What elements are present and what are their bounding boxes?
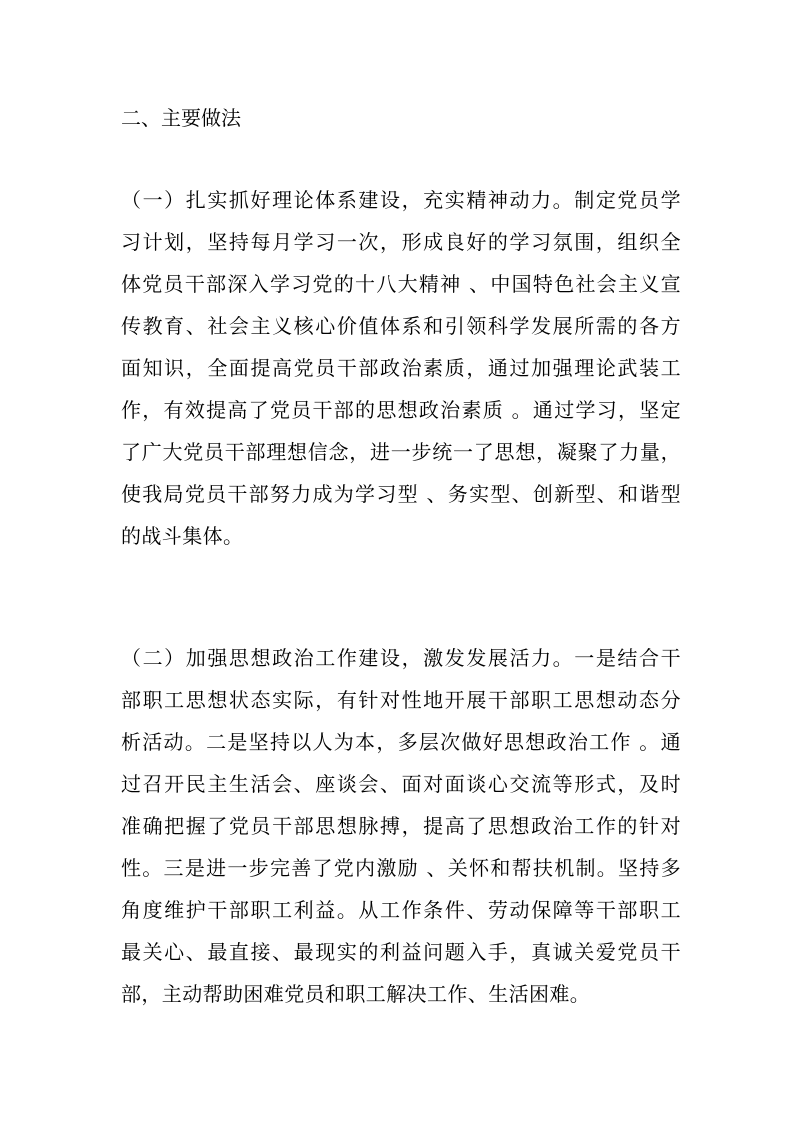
paragraph-line: 最关心、最直接、最现实的利益问题入手，真诚关爱党员干 xyxy=(121,940,681,964)
paragraph-line: 使我局党员干部努力成为学习型 、务实型、创新型、和谐型 xyxy=(121,482,681,506)
paragraph-line: 过召开民主生活会、座谈会、面对面谈心交流等形式，及时 xyxy=(121,772,681,796)
paragraph-line: 了广大党员干部理想信念，进一步统一了思想，凝聚了力量， xyxy=(121,440,681,464)
paragraph-line: 习计划，坚持每月学习一次，形成良好的学习氛围，组织全 xyxy=(121,230,681,254)
paragraph-line: 部职工思想状态实际，有针对性地开展干部职工思想动态分 xyxy=(121,688,681,712)
paragraph-line: 面知识，全面提高党员干部政治素质，通过加强理论武装工 xyxy=(121,356,681,380)
section-heading: 二、主要做法 xyxy=(121,106,241,130)
paragraph-line: 作，有效提高了党员干部的思想政治素质 。通过学习，坚定 xyxy=(121,398,681,422)
paragraph-theory-building xyxy=(121,179,681,557)
paragraph-line: 传教育、社会主义核心价值体系和引领科学发展所需的各方 xyxy=(121,314,681,338)
paragraph-line: 的战斗集体。 xyxy=(121,524,244,548)
paragraph-line: 角度维护干部职工利益。从工作条件、劳动保障等干部职工 xyxy=(121,898,681,922)
paragraph-line: 体党员干部深入学习党的十八大精神 、中国特色社会主义宣 xyxy=(121,272,681,296)
paragraph-line: 性。三是进一步完善了党内激励 、关怀和帮扶机制。坚持多 xyxy=(121,856,681,880)
paragraph-line: 准确把握了党员干部思想脉搏，提高了思想政治工作的针对 xyxy=(121,814,681,838)
paragraph-line: （二）加强思想政治工作建设，激发发展活力。一是结合干 xyxy=(121,646,681,670)
paragraph-ideological-work xyxy=(121,637,681,1015)
paragraph-line: （一）扎实抓好理论体系建设，充实精神动力。制定党员学 xyxy=(121,188,681,212)
paragraph-line: 部，主动帮助困难党员和职工解决工作、生活困难。 xyxy=(121,982,591,1006)
paragraph-line: 析活动。二是坚持以人为本，多层次做好思想政治工作 。通 xyxy=(121,730,681,754)
